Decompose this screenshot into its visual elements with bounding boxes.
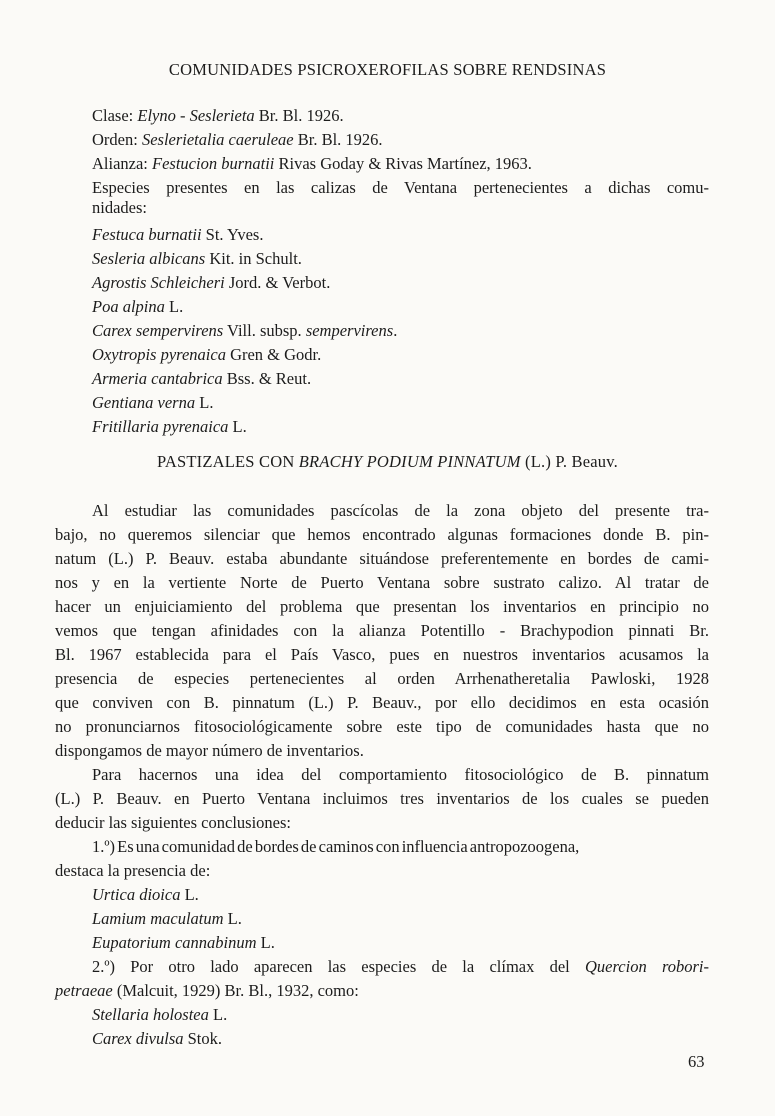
species-intro-cont: nidades: [92,198,147,217]
class-line: Clase: Elyno - Seslerieta Br. Bl. 1926. [92,106,344,125]
para1-line: Bl. 1967 establecida para el País Vasco, pues en nuestros inventarios acusamos la [55,645,709,664]
para1-line: nos y en la vertiente Norte de Puerto Ventana sobre sustrato calizo. Al tratar de [55,573,709,592]
para1-line: hacer un enjuiciamiento del problema que presentan los inventarios en principio no [55,597,709,616]
order-line: Orden: Seslerietalia caeruleae Br. Bl. 1926. [92,130,383,149]
para1-line: vemos que tengan afinidades con la alianza Potentillo - Brachypodion pinnati Br. [55,621,709,640]
para1-line: que conviven con B. pinnatum (L.) P. Beauv., por ello decidimos en esta ocasión [55,693,709,712]
section-heading: COMUNIDADES PSICROXEROFILAS SOBRE RENDSINAS [168,60,607,79]
species-item: Gentiana verna L. [92,393,214,412]
para1-line: no pronunciarnos fitosociológicamente sobre este tipo de comunidades hasta que no [55,717,709,736]
para1-line: natum (L.) P. Beauv. estaba abundante situándose preferentemente en bordes de cami- [55,549,709,568]
species-item: Agrostis Schleicheri Jord. & Verbot. [92,273,331,292]
para1-line: presencia de especies pertenecientes al orden Arrhenatheretalia Pawloski, 1928 [55,669,709,688]
para1-line: Al estudiar las comunidades pascícolas de la zona objeto del presente tra- [92,501,709,520]
point1-species: Eupatorium cannabinum L. [92,933,275,952]
para2-line: deducir las siguientes conclusiones: [55,813,291,832]
alliance-line: Alianza: Festucion burnatii Rivas Goday & Rivas Martínez, 1963. [92,154,532,173]
species-intro: Especies presentes en las calizas de Ventana pertenecientes a dichas comu- [92,178,709,197]
point2-line: petraeae (Malcuit, 1929) Br. Bl., 1932, como: [55,981,359,1000]
species-item: Sesleria albicans Kit. in Schult. [92,249,302,268]
species-item: Poa alpina L. [92,297,184,316]
point1-species: Urtica dioica L. [92,885,199,904]
para1-line: dispongamos de mayor número de inventarios. [55,741,364,760]
species-item: Carex sempervirens Vill. subsp. sempervirens. [92,321,398,340]
species-item: Festuca burnatii St. Yves. [92,225,264,244]
para1-line: bajo, no queremos silenciar que hemos encontrado algunas formaciones donde B. pin- [55,525,709,544]
species-item: Fritillaria pyrenaica L. [92,417,247,436]
para2-line: Para hacernos una idea del comportamiento fitosociológico de B. pinnatum [92,765,709,784]
point2-species: Carex divulsa Stok. [92,1029,223,1048]
page-number: 63 [688,1052,705,1071]
species-item: Oxytropis pyrenaica Gren & Godr. [92,345,322,364]
para2-line: (L.) P. Beauv. en Puerto Ventana incluimos tres inventarios de los cuales se pueden [55,789,709,808]
point2-species: Stellaria holostea L. [92,1005,228,1024]
section-heading-2: PASTIZALES CON BRACHY PODIUM PINNATUM (L.) P. Beauv. [157,452,618,471]
point1-species: Lamium maculatum L. [92,909,242,928]
point2-line: 2.º) Por otro lado aparecen las especies de la clímax del Quercion robori- [92,957,710,976]
point1-line: 1.º) Es una comunidad de bordes de caminos con influencia antropozoogena, [92,837,580,856]
species-item: Armeria cantabrica Bss. & Reut. [92,369,312,388]
point1-line: destaca la presencia de: [55,861,211,880]
